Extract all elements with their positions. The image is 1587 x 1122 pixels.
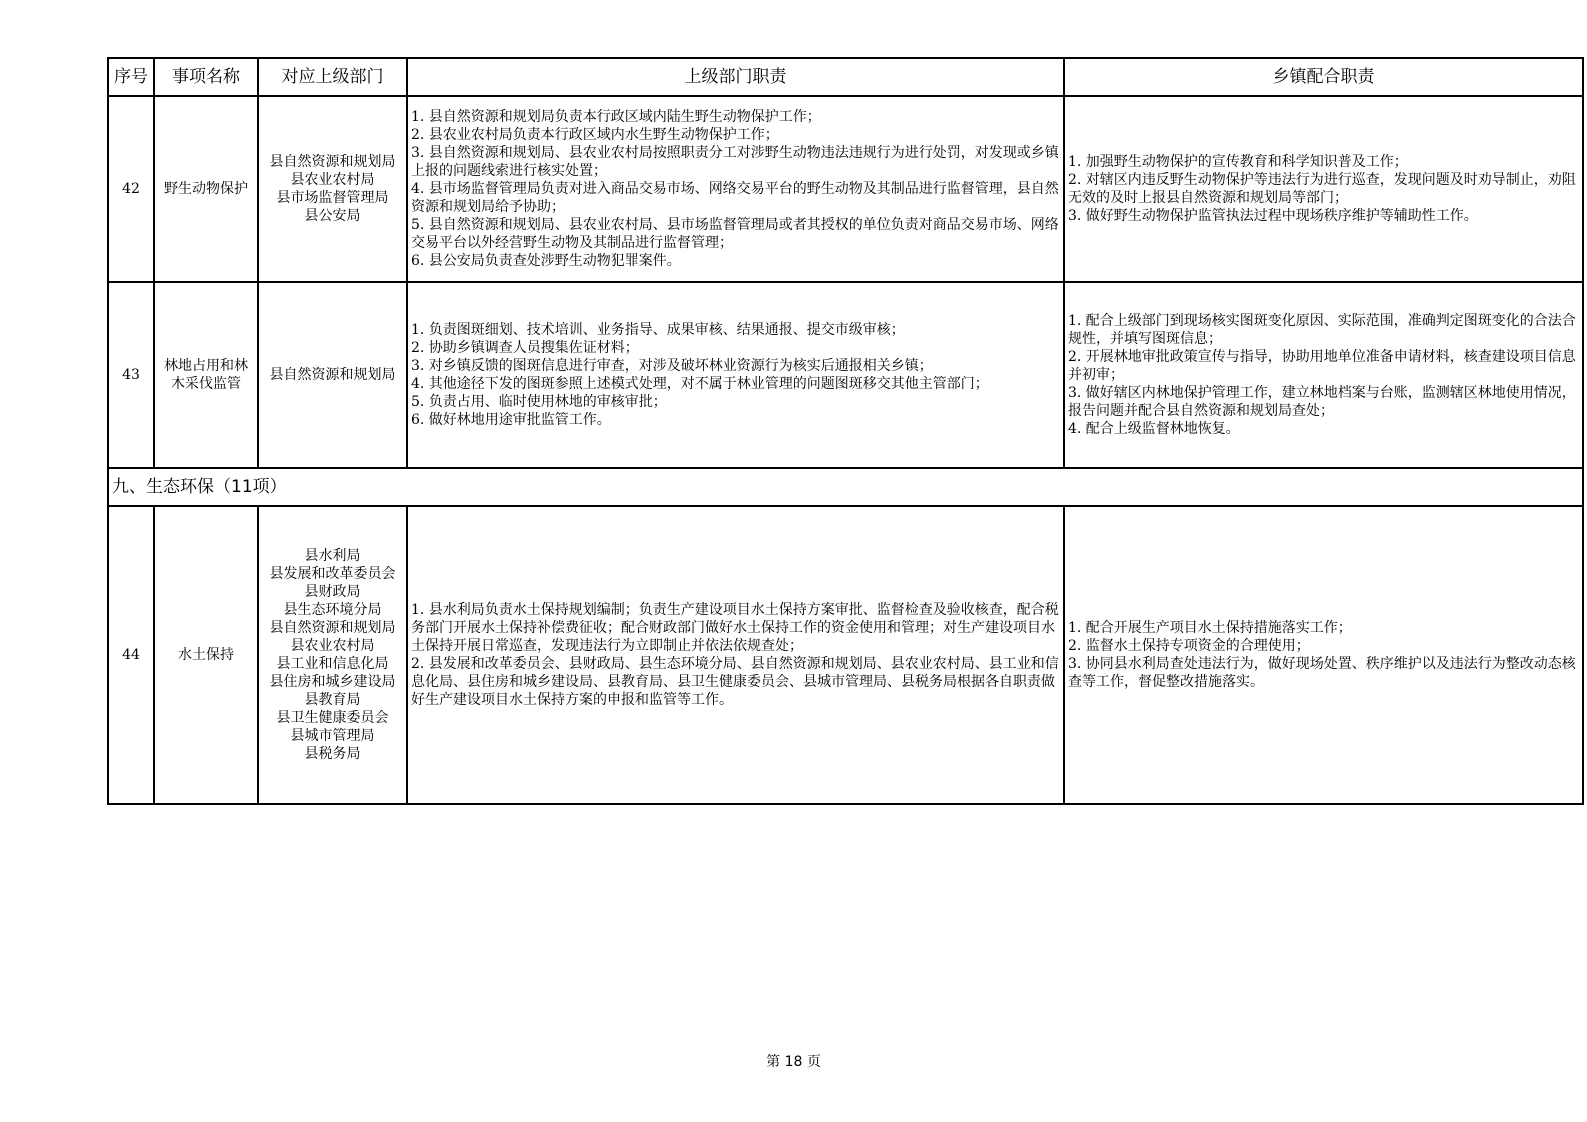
- coop-item: 3. 做好辖区内林地保护管理工作，建立林地档案与台账，监测辖区林地使用情况，报告问题并配合县自然资源和规划局查处；: [1068, 385, 1576, 419]
- coop-item: 2. 对辖区内违反野生动物保护等违法行为进行巡查，发现问题及时劝导制止，劝阻无效的及时上报县自然资源和规划局等部门；: [1068, 172, 1576, 206]
- dept-line: 县市场监督管理局: [276, 190, 389, 206]
- dept-line: 县自然资源和规划局: [269, 367, 396, 383]
- table-row: [108, 96, 1583, 282]
- duty-item: 2. 协助乡镇调查人员搜集佐证材料；: [411, 340, 639, 356]
- dept-line: 县财政局: [304, 584, 361, 600]
- row-depts: [258, 96, 407, 282]
- dept-line: 县卫生健康委员会: [276, 710, 389, 726]
- duty-item: 6. 做好林地用途审批监管工作。: [411, 412, 611, 428]
- dept-line: 县农业农村局: [290, 638, 375, 654]
- dept-line: 县教育局: [304, 692, 361, 708]
- duty-item: 5. 负责占用、临时使用林地的审核审批；: [411, 394, 667, 410]
- dept-line: 县税务局: [304, 746, 361, 762]
- row-duties: [407, 96, 1064, 282]
- coop-item: 4. 配合上级监督林地恢复。: [1068, 421, 1240, 437]
- duty-item: 1. 县水利局负责水土保持规划编制；负责生产建设项目水土保持方案审批、监督检查及验收核查，配合税务部门开展水土保持补偿费征收；配合财政部门做好水土保持工作的资金使用和管理；对生产建设项目水土保持开展日常巡查，发现违法行为立即制止并依法依规查处；: [411, 602, 1059, 654]
- duty-item: 3. 县自然资源和规划局、县农业农村局按照职责分工对涉野生动物违法违规行为进行处罚，对发现或乡镇上报的问题线索进行核实处置；: [411, 145, 1059, 179]
- coop-item: 2. 开展林地审批政策宣传与指导，协助用地单位准备申请材料，核查建设项目信息并初审；: [1068, 349, 1576, 383]
- duty-item: 4. 其他途径下发的图斑参照上述模式处理，对不属于林业管理的问题图斑移交其他主管部门；: [411, 376, 989, 392]
- dept-line: 县自然资源和规划局: [269, 620, 396, 636]
- page-number: 第 18 页: [766, 1054, 821, 1070]
- dept-line: 县城市管理局: [290, 728, 375, 744]
- duty-item: 4. 县市场监督管理局负责对进入商品交易市场、网络交易平台的野生动物及其制品进行监督管理，县自然资源和规划局给予协助；: [411, 181, 1059, 215]
- dept-line: 县住房和城乡建设局: [269, 674, 396, 690]
- coop-item: 3. 协同县水利局查处违法行为，做好现场处置、秩序维护以及违法行为整改动态核查等工作，督促整改措施落实。: [1068, 656, 1576, 690]
- row-depts: [258, 282, 407, 468]
- dept-line: 县发展和改革委员会: [269, 566, 396, 582]
- duty-item: 5. 县自然资源和规划局、县农业农村局、县市场监督管理局或者其授权的单位负责对商品交易市场、网络交易平台以外经营野生动物及其制品进行监督管理；: [411, 217, 1059, 251]
- row-item-name: 林地占用和林木采伐监管: [154, 282, 258, 468]
- row-coop: [1064, 96, 1583, 282]
- coop-item: 2. 监督水土保持专项资金的合理使用；: [1068, 638, 1310, 654]
- duty-item: 6. 县公安局负责查处涉野生动物犯罪案件。: [411, 253, 681, 269]
- section-title: 九、生态环保（11项）: [108, 468, 1583, 506]
- header-coop: 乡镇配合职责: [1064, 58, 1583, 96]
- dept-line: 县农业农村局: [290, 172, 375, 188]
- row-duties: [407, 282, 1064, 468]
- duty-item: 2. 县发展和改革委员会、县财政局、县生态环境分局、县自然资源和规划局、县农业农村局、县工业和信息化局、县住房和城乡建设局、县教育局、县卫生健康委员会、县城市管理局、县税务局根据各自职责做好生产建设项目水土保持方案的申报和监管等工作。: [411, 656, 1059, 708]
- dept-line: 县水利局: [304, 548, 361, 564]
- row-no: 42: [108, 96, 154, 282]
- table-row: [108, 506, 1583, 804]
- duty-item: 2. 县农业农村局负责本行政区域内水生野生动物保护工作；: [411, 127, 779, 143]
- row-no: 44: [108, 506, 154, 804]
- section-row: [108, 468, 1583, 506]
- duty-item: 1. 县自然资源和规划局负责本行政区域内陆生野生动物保护工作；: [411, 109, 821, 125]
- row-item-name: 野生动物保护: [154, 96, 258, 282]
- coop-item: 1. 配合上级部门到现场核实图斑变化原因、实际范围，准确判定图斑变化的合法合规性，并填写图斑信息；: [1068, 313, 1576, 347]
- row-depts: [258, 506, 407, 804]
- header-dept: 对应上级部门: [258, 58, 407, 96]
- dept-line: 县公安局: [304, 208, 361, 224]
- header-item-name: 事项名称: [154, 58, 258, 96]
- row-coop: [1064, 506, 1583, 804]
- duty-item: 1. 负责图斑细划、技术培训、业务指导、成果审核、结果通报、提交市级审核；: [411, 322, 905, 338]
- duty-item: 3. 对乡镇反馈的图斑信息进行审查，对涉及破坏林业资源行为核实后通报相关乡镇；: [411, 358, 933, 374]
- header-no: 序号: [108, 58, 154, 96]
- row-no: 43: [108, 282, 154, 468]
- coop-item: 3. 做好野生动物保护监管执法过程中现场秩序维护等辅助性工作。: [1068, 208, 1478, 224]
- header-duties: 上级部门职责: [407, 58, 1064, 96]
- dept-line: 县自然资源和规划局: [269, 154, 396, 170]
- duty-table: [107, 57, 1584, 805]
- dept-line: 县工业和信息化局: [276, 656, 389, 672]
- coop-item: 1. 配合开展生产项目水土保持措施落实工作；: [1068, 620, 1352, 636]
- dept-line: 县生态环境分局: [283, 602, 382, 618]
- row-coop: [1064, 282, 1583, 468]
- row-item-name: 水土保持: [154, 506, 258, 804]
- header-row: [108, 58, 1583, 96]
- table-row: [108, 282, 1583, 468]
- coop-item: 1. 加强野生动物保护的宣传教育和科学知识普及工作；: [1068, 154, 1408, 170]
- row-duties: [407, 506, 1064, 804]
